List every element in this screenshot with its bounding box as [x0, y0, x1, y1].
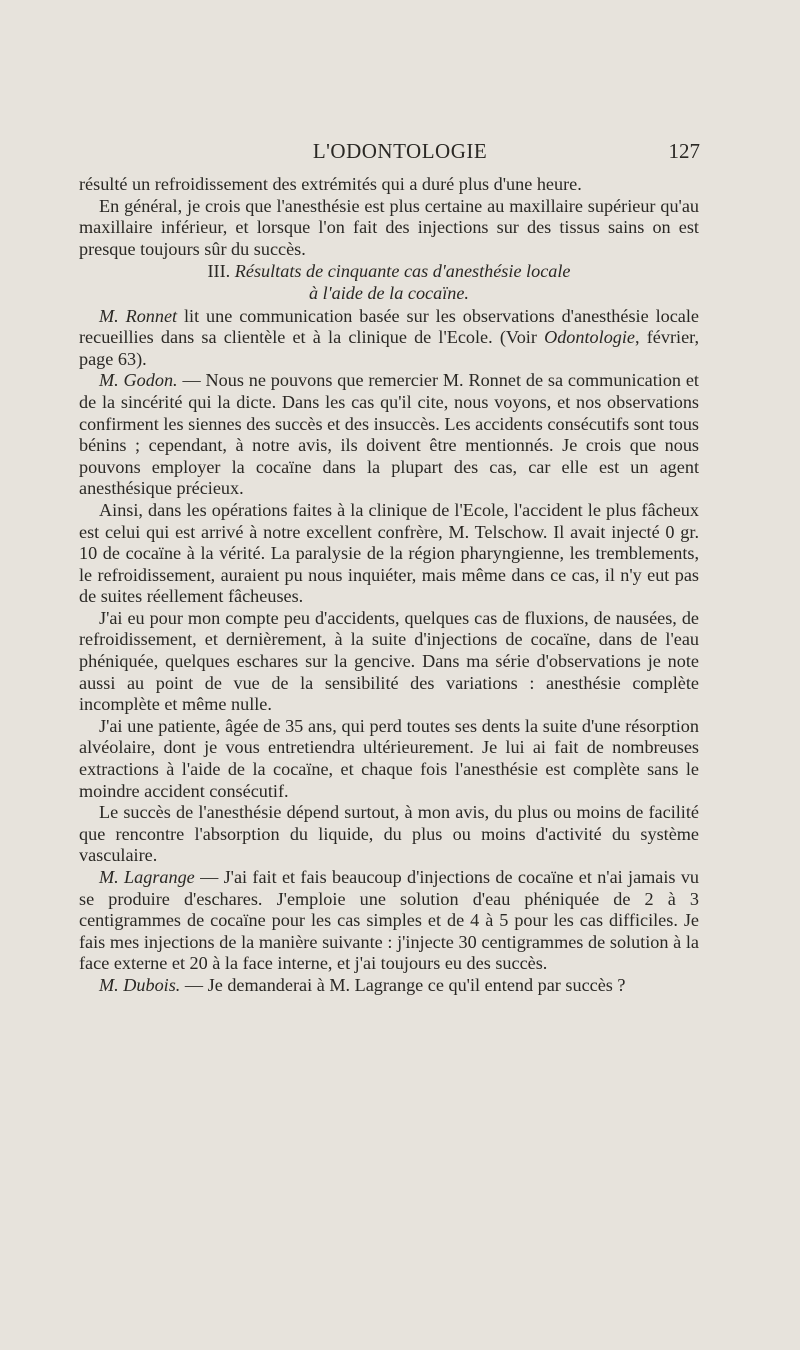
paragraph: [79, 370, 699, 500]
speaker-name: M. Godon.: [99, 370, 178, 391]
body-text: [79, 174, 699, 997]
section-heading: [79, 261, 699, 304]
speaker-name: M. Dubois.: [99, 974, 181, 995]
section-heading-line: à l'aide de la cocaïne.: [309, 282, 469, 303]
paragraph-text: — Nous ne pouvons que remercier M. Ronnet de sa communication et de la sincérité qui la dicte. Dans les cas qu'il cite, nous voyons, et nos observations confirment les siennes des succès et des insuccès. Les accidents consécutifs sont tous bénins ; cependant, à notre avis, ils doivent être mentionnés. Je crois que nous pouvons employer la cocaïne dans la plupart des cas, car elle est un agent anesthésique précieux.: [79, 370, 699, 499]
speaker-name: M. Lagrange: [99, 867, 195, 887]
paragraph-text: , février, page 63).: [79, 327, 700, 369]
paragraph: J'ai une patiente, âgée de 35 ans, qui perd toutes ses dents la suite d'une résorption alvéolaire, dont je vous entretiendra ultérieurement. Je lui ai fait de nombreuses extractions à l'aide de la cocaïne, et chaque fois l'anesthésie est complète sans le moindre accident consécutif.: [79, 715, 699, 801]
paragraph: Ainsi, dans les opérations faites à la clinique de l'Ecole, l'accident le plus fâcheux est celui qui est arrivé à notre excellent confrère, M. Telschow. Il avait injecté 0 gr. 10 de cocaïne à la vérité. La paralysie de la région pharyngienne, les tremblements, le refroidissement, auraient pu nous inquiéter, mais même dans ce cas, il n'y eut pas de suites réellement fâcheuses.: [79, 499, 699, 607]
journal-reference: Odontologie: [544, 327, 636, 348]
speaker-name: M. Ronnet: [99, 305, 178, 326]
journal-title: L'ODONTOLOGIE: [312, 139, 488, 163]
paragraph: [79, 867, 699, 975]
running-head: [0, 139, 800, 165]
paragraph-text: — Je demanderai à M. Lagrange ce qu'il entend par succès ?: [180, 974, 626, 995]
section-heading-line: [79, 261, 699, 283]
paragraph: J'ai eu pour mon compte peu d'accidents, quelques cas de fluxions, de nausées, de refroidissement, et dernièrement, à la suite d'injections de cocaïne, dans de l'eau phéniquée, quelques eschares sur la gencive. Dans ma série d'observations je note aussi au point de vue de la sensibilité des variations : anesthésie complète incomplète et même nulle.: [79, 607, 699, 715]
section-title: Résultats de cinquante cas d'anesthésie locale: [234, 261, 571, 282]
paragraph: [79, 306, 699, 371]
paragraph: [79, 975, 699, 997]
paragraph: Le succès de l'anesthésie dépend surtout, à mon avis, du plus ou moins de facilité que rencontre l'absorption du liquide, du plus ou moins d'activité du système vasculaire.: [79, 802, 699, 866]
paragraph: résulté un refroidissement des extrémités qui a duré plus d'une heure.: [79, 174, 582, 194]
page-number: 127: [668, 139, 700, 163]
paragraph: En général, je crois que l'anesthésie est plus certaine au maxillaire supérieur qu'au maxillaire inférieur, et lorsque l'on fait des injections sur des tissus sains on est presque toujours sûr du succès.: [79, 195, 699, 259]
section-number: III.: [207, 261, 231, 282]
paragraph-text: — J'ai fait et fais beaucoup d'injections de cocaïne et n'ai jamais vu se produire d'eschares. J'emploie une solution d'eau phéniquée de 2 à 3 centigrammes de cocaïne pour les cas simples et de 4 à 5 pour les cas difficiles. Je fais mes injections de la manière suivante : j'injecte 30 centigrammes de solution à la face externe et 20 à la face interne, et j'ai toujours eu des succès.: [79, 867, 700, 974]
paragraph-text: lit une communication basée sur les observations d'anesthésie locale recueillies dans sa clientèle et à la clinique de l'Ecole. (Voir: [79, 305, 699, 348]
